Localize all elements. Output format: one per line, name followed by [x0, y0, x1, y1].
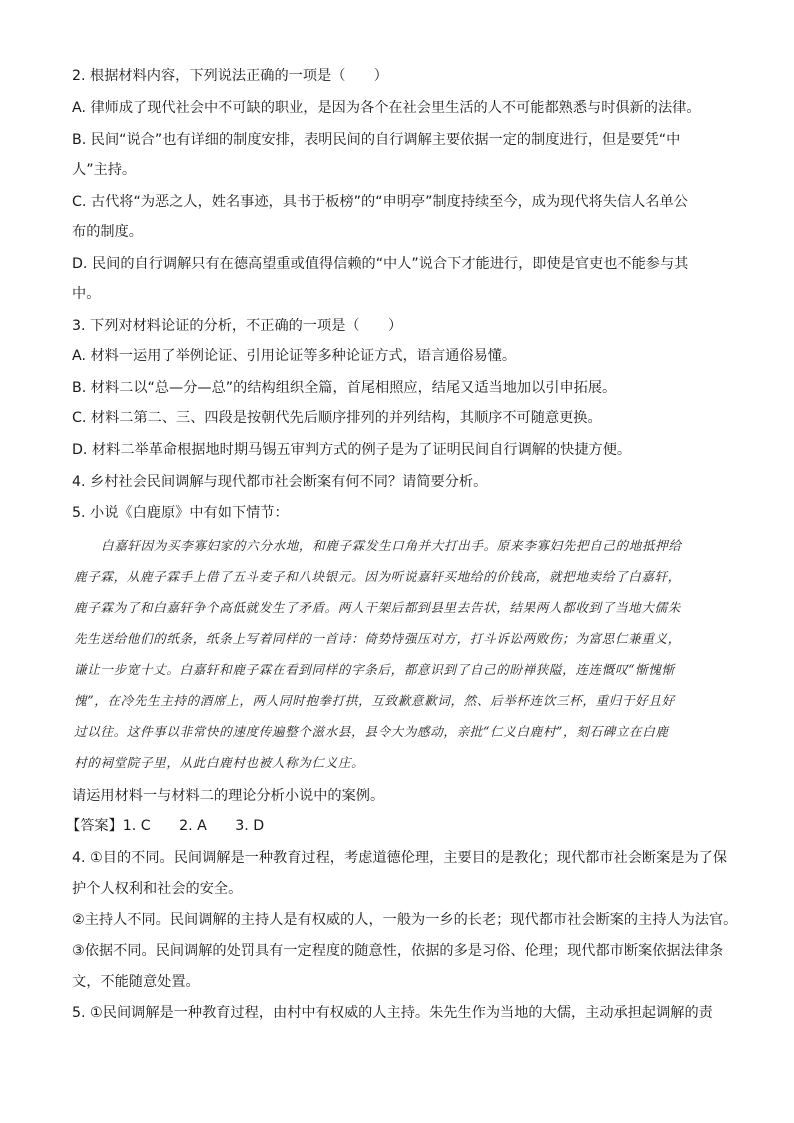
- question-4-stem: 4. 乡村社会民间调解与现代都市社会断案有何不同？请简要分析。: [72, 474, 488, 490]
- story-line: 先生送给他们的纸条，纸条上写着同样的一首诗：倚势恃强压对方，打斗诉讼两败伤；为富思仁兼重义，: [74, 631, 681, 646]
- story-line: 谦让一步宽十丈。白嘉轩和鹿子霖在看到同样的字条后，都意识到了自己的盼禅狭隘，连连慨叹“惭愧惭: [74, 662, 675, 677]
- question-3-stem: 3. 下列对材料论证的分析，不正确的一项是（ ）: [72, 318, 403, 334]
- q3-option-b: B. 材料二以“总—分—总”的结构组织全篇，首尾相照应，结尾又适当地加以引申拓展。: [72, 380, 617, 396]
- q2-option-d: D. 民间的自行调解只有在德高望重或值得信赖的“中人”说合下才能进行，即使是官吏也不能参与其: [72, 256, 689, 272]
- answer-4-line: 护个人权利和社会的安全。: [72, 881, 243, 897]
- q2-option-b: B. 民间“说合”也有详细的制度安排，表明民间的自行调解主要依据一定的制度进行，但是要凭“中: [72, 132, 681, 148]
- story-line: 过以往。这件事以非常快的速度传遍整个滋水县，县令大为感动，亲批“仁义白鹿村”，刻石碑立在白鹿: [74, 724, 669, 739]
- q2-option-b-cont: 人”主持。: [72, 162, 137, 178]
- story-line: 鹿子霖为了和白嘉轩争个高低就发生了矛盾。两人干架后都到县里去告状，结果两人都收到了当地大儒朱: [74, 600, 681, 615]
- answer-line: [66, 816, 264, 836]
- answer-tag: 【答案】: [66, 818, 123, 834]
- answer-5-line: 5. ①民间调解是一种教育过程，由村中有权威的人主持。朱先生作为当地的大儒，主动承担起调解的责: [72, 1005, 713, 1021]
- answer-4-line: 文，不能随意处置。: [72, 974, 200, 990]
- answer-choices: 1. C 2. A 3. D: [122, 818, 265, 834]
- story-line: 愧”，在冷先生主持的酒席上，两人同时抱拳打拱，互致歉意歉词，然、后举杯连饮三杯，重归于好且好: [74, 693, 675, 708]
- story-line: 村的祠堂院子里，从此白鹿村也被人称为仁义庄。: [74, 755, 365, 770]
- q2-option-c-cont: 布的制度。: [72, 224, 143, 240]
- question-2-stem: 2. 根据材料内容，下列说法正确的一项是（ ）: [72, 68, 388, 84]
- story-line: 白嘉轩因为买李寡妇家的六分水地，和鹿子霖发生口角并大打出手。原来李寡妇先把自己的地抵押给: [101, 538, 682, 553]
- q2-option-c: C. 古代将“为恶之人，姓名事迹，具书于板榜”的“申明亭”制度持续至今，成为现代将失信人名单公: [72, 194, 688, 210]
- answer-4-line: 4. ①目的不同。民间调解是一种教育过程，考虑道德伦理，主要目的是教化；现代都市社会断案是为了保: [72, 850, 728, 866]
- q3-option-a: A. 材料一运用了举例论证、引用论证等多种论证方式，语言通俗易懂。: [72, 348, 517, 364]
- question-5-prompt: 请运用材料一与材料二的理论分析小说中的案例。: [72, 788, 385, 804]
- q2-option-d-cont: 中。: [72, 286, 101, 302]
- answer-4-line: ③依据不同。民间调解的处罚具有一定程度的随意性，依据的多是习俗、伦理；现代都市断案依据法律条: [72, 943, 724, 959]
- q3-option-d: D. 材料二举革命根据地时期马锡五审判方式的例子是为了证明民间自行调解的快捷方便。: [72, 442, 632, 458]
- q3-option-c: C. 材料二第二、三、四段是按朝代先后顺序排列的并列结构，其顺序不可随意更换。: [72, 410, 602, 426]
- story-line: 鹿子霖，从鹿子霖手上借了五斗麦子和八块银元。因为听说嘉轩买地给的价钱高，就把地卖给了白嘉轩，: [74, 569, 681, 584]
- question-5-stem: 5. 小说《白鹿原》中有如下情节：: [72, 505, 289, 521]
- answer-4-line: ②主持人不同。民间调解的主持人是有权威的人，一般为一乡的长老；现代都市社会断案的主持人为法官。: [72, 912, 738, 928]
- q2-option-a: A. 律师成了现代社会中不可缺的职业，是因为各个在社会里生活的人不可能都熟悉与时俱新的法律。: [72, 100, 701, 116]
